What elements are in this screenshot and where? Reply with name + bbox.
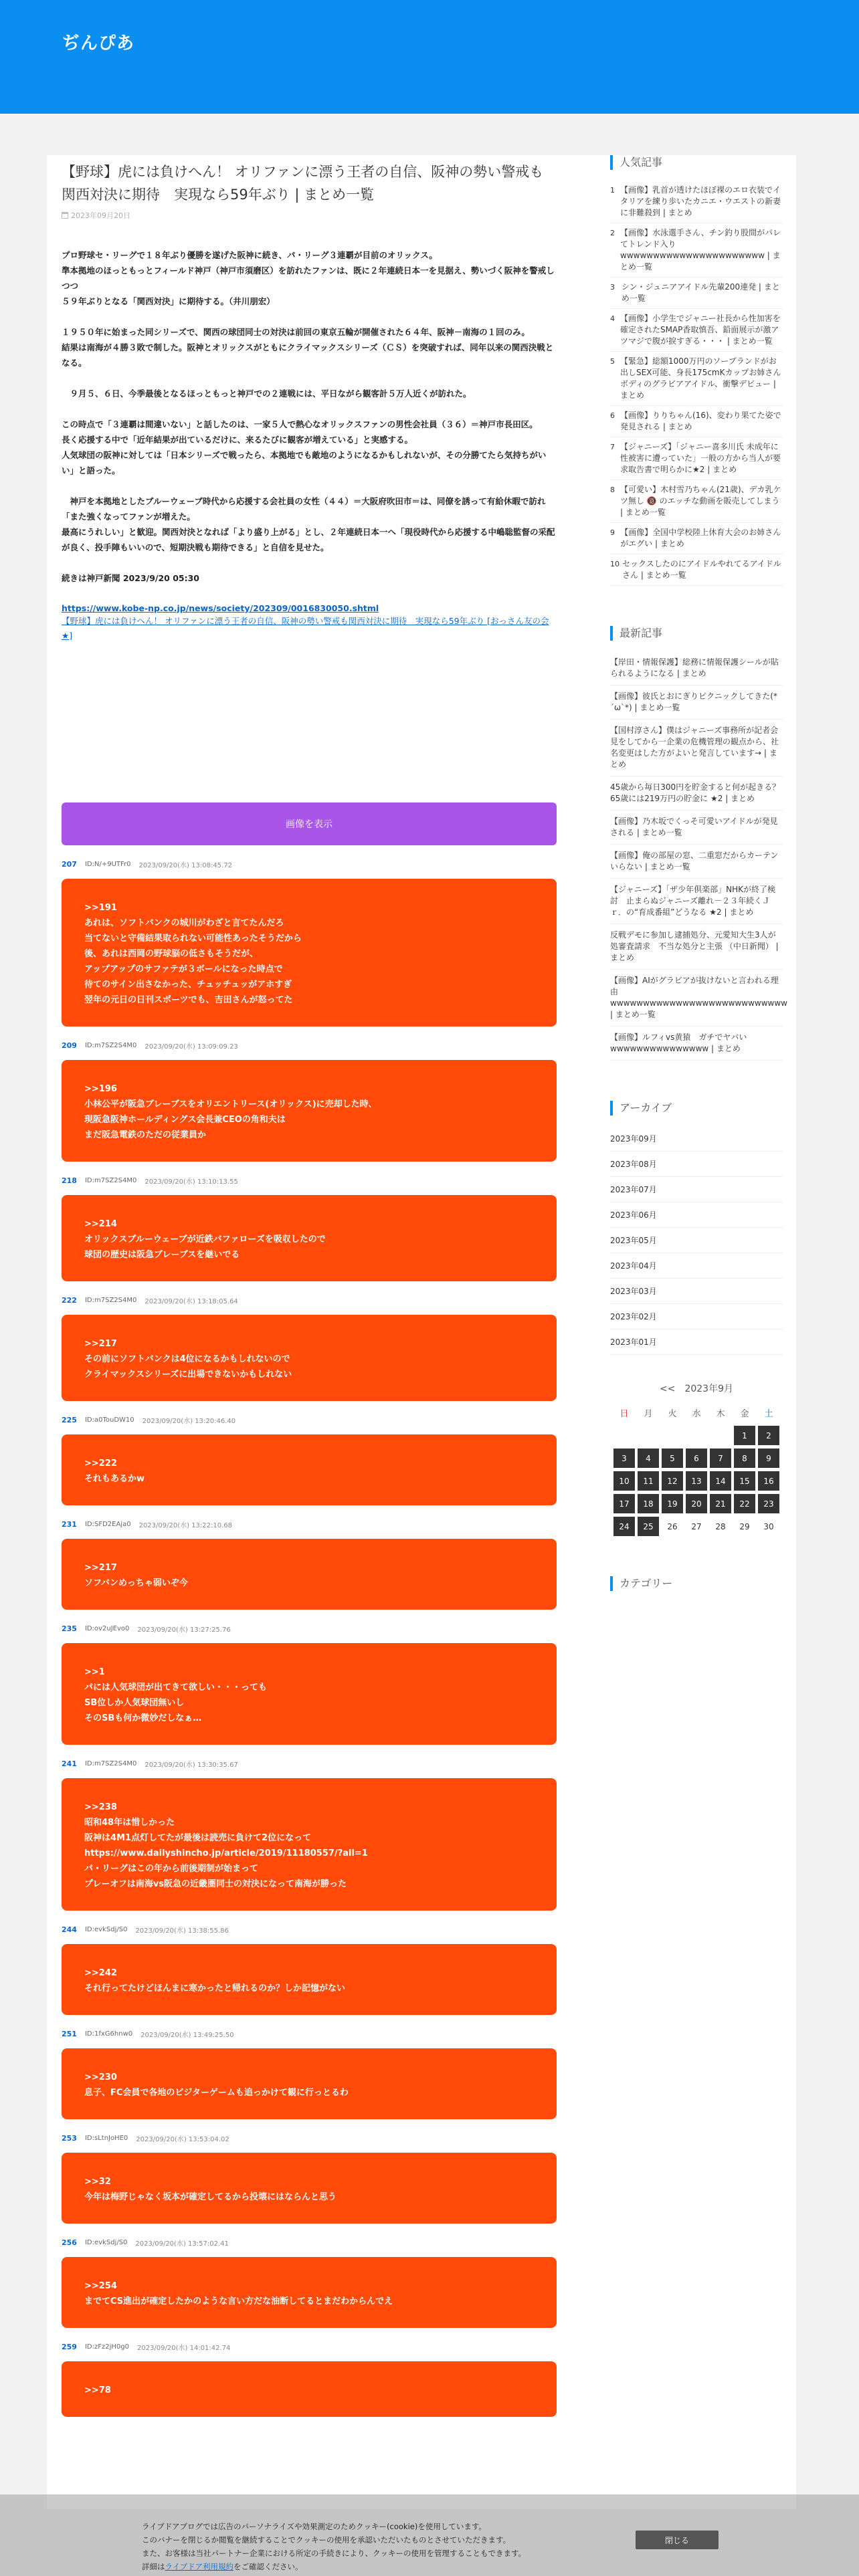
comment-line: >>230 [84, 2072, 117, 2082]
comment-item [62, 1517, 557, 1610]
calendar-day[interactable]: 16 [758, 1471, 779, 1491]
comment-line: 球団の歴史は阪急ブレーブスを継いでる [84, 1250, 240, 1260]
source-thread-link[interactable]: 【野球】虎には負けへん！ オリファンに漂う王者の自信、阪神の勢い警戒も関西対決に期待 実現なら59年ぶり [おっさん友の会★] [62, 616, 549, 641]
comment-body [62, 1060, 557, 1162]
article-date [62, 210, 557, 221]
comment-date: 2023/09/20(水) 13:57:02.41 [135, 2240, 229, 2248]
calendar-dow: 火 [668, 1409, 677, 1419]
popular-text: 【緊急】総額1000万円のソープランドがお出しSEX可能、身長175cmKカップお姉さんボディのグラビアアイドル、衝撃デビュー | まとめ [620, 356, 781, 400]
article-line: ９月５、６日、今季最後となるほっともっと神戸での２連戦には、平日ながら観客計５万人近くが訪れた。 [62, 389, 472, 399]
article-date-text: 2023年09月20日 [71, 211, 130, 220]
source-block [62, 601, 557, 643]
comment-line: https://www.dailyshinchо.jp/article/2019/11180557/?all=1 [84, 1848, 368, 1858]
recent-item[interactable]: 【画像】彼氏とおにぎりピクニックしてきた(*´ω`*) | まとめ一覧 [610, 685, 783, 720]
calendar-day: 26 [667, 1521, 678, 1531]
comment-line: >>32 [84, 2177, 111, 2187]
calendar-day[interactable]: 7 [710, 1448, 731, 1468]
comment-line: プレーオフは南海vs阪急の近畿圏同士の対決になって南海が勝った [84, 1879, 347, 1889]
comment-line: までてCS進出が確定したかのような言い方だな油断してるとまだわからんでえ [84, 2296, 393, 2306]
cookie-line: また、お客様は当社パートナー企業における所定の手続きにより、クッキーの使用を管理することもできます。 [142, 2549, 527, 2558]
comment-number[interactable]: 256 [62, 2238, 77, 2247]
popular-list [610, 181, 783, 586]
comment-line: >>217 [84, 1563, 117, 1573]
comment-line: クライマックスシリーズに出場できないかもしれない [84, 1370, 292, 1380]
comment-meta [62, 2027, 557, 2040]
comment-line: 当てないと守備結果取られない可能性あったそうだから [84, 934, 302, 944]
calendar-day[interactable]: 8 [734, 1448, 755, 1468]
popular-widget [610, 155, 783, 586]
recent-item[interactable]: 【画像】俺の部屋の窓、二重窓だからカーテンいらない | まとめ一覧 [610, 845, 783, 879]
popular-text: 【可愛い】木村雪乃ちゃん(21歳)、デカ乳ケツ無し 🔞 のエッチな動画を販売してしまう | まとめ一覧 [620, 485, 781, 517]
comment-meta [62, 857, 557, 871]
comment-number[interactable]: 209 [62, 1041, 77, 1050]
calendar-day[interactable]: 2 [758, 1426, 779, 1445]
article-paragraph [62, 247, 557, 309]
site-logo[interactable]: ぢんぴあ [62, 33, 135, 53]
cookie-text [142, 2520, 526, 2573]
archive-item[interactable]: 2023年09月 [610, 1126, 783, 1152]
comment-item [62, 2236, 557, 2328]
calendar-day[interactable]: 20 [686, 1494, 707, 1513]
article-line: プロ野球セ・リーグで１８年ぶり優勝を遂げた阪神に続き、パ・リーグ３連覇が目前のオリックス。 [62, 250, 438, 260]
comment-item [62, 2027, 557, 2119]
comment-line: 後、あれは西岡の野球脳の低さもそうだが、 [84, 949, 259, 959]
comment-meta [62, 2131, 557, 2145]
comment-date: 2023/09/20(水) 13:09:09.23 [145, 1043, 238, 1051]
popular-text: 【画像】水泳選手さん、チン釣り股間がパレてトレンド入り wwwwwwwwwwwwwwwwwwwwww | まとめ一覧 [620, 228, 781, 272]
comment-number[interactable]: 231 [62, 1519, 77, 1529]
calendar-day[interactable]: 12 [662, 1471, 683, 1491]
calendar-day[interactable]: 4 [638, 1448, 659, 1468]
comment-line: 息子、FC会員で各地のビジターゲームも追っかけて観に行っとるわ [84, 2088, 349, 2098]
comment-item [62, 1413, 557, 1505]
article-body [62, 247, 557, 586]
comment-id: ID:m7SZ2S4M0 [84, 1041, 137, 1049]
comment-line: >>254 [84, 2281, 117, 2291]
popular-text: 【画像】乳首が透けたほぼ裸のエロ衣装でイタリアを練り歩いたカニエ・ウエストの新妻に非難殺到 | まとめ [620, 185, 781, 217]
recent-item[interactable]: 【国村淳さん】僕はジャニーズ事務所が記者会見をしてから一企業の危機管理の観点から、社名変更はした方がよいと発言しています→ | まとめ [610, 720, 783, 776]
comment-date: 2023/09/20(水) 13:38:55.86 [135, 1927, 229, 1935]
comment-line: 待てのサイン出さなかった、チュッチュッがアホすぎ [84, 980, 292, 990]
recent-list [610, 651, 789, 1061]
recent-item[interactable]: 【画像】AIがグラビアが抜けないと言われる理由wwwwwwwwwwwwwwwwwwwwwwwwwww | まとめ一覧 [610, 970, 783, 1027]
popular-text: 【画像】全国中学校陸上休育大会のお姉さんがエグい | まとめ [620, 528, 781, 548]
comment-id: ID:m7SZ2S4M0 [84, 1296, 137, 1304]
comment-meta [62, 1757, 557, 1770]
comment-body [62, 1195, 557, 1281]
comment-meta [62, 1413, 557, 1426]
comment-item [62, 2131, 557, 2224]
recent-item[interactable]: 45歳から毎日300円を貯金すると何が起きる？ 65歳には219万円の貯金に ★2 | まとめ [610, 776, 783, 811]
comment-body [62, 1315, 557, 1401]
comment-line: >>78 [84, 2385, 111, 2395]
comment-number[interactable]: 207 [62, 859, 77, 869]
popular-item[interactable] [610, 181, 783, 223]
comment-date: 2023/09/20(水) 13:18:05.64 [145, 1297, 238, 1305]
comment-line: それ行ってたけどほんまに寒かったと帰れるのか？しか記憶がない [84, 1983, 346, 1994]
comment-id: ID:1fxG6hnw0 [84, 2030, 133, 2038]
comment-list [62, 857, 557, 2417]
comment-line: 現阪急阪神ホールディングス会長兼CEOの角和夫は [84, 1115, 286, 1125]
comment-line: >>196 [84, 1084, 117, 1094]
calendar-day[interactable]: 15 [734, 1471, 755, 1491]
recent-item[interactable]: 【岸田・情報保護】総務に情報保護シールが貼られるようになる | まとめ [610, 651, 783, 685]
article-paragraph [62, 417, 557, 478]
archive-item[interactable]: 2023年07月 [610, 1177, 783, 1202]
comment-line: パ・リーグはこの年から前後期制が始まって [84, 1864, 259, 1874]
comment-id: ID:evkSdj/S0 [84, 1925, 128, 1933]
comment-number[interactable]: 244 [62, 1925, 77, 1934]
terms-link[interactable]: ライブドア利用規約 [165, 2562, 233, 2571]
calendar-day: 27 [691, 1521, 702, 1531]
popular-item[interactable] [610, 309, 783, 352]
calendar-day[interactable]: 22 [734, 1494, 755, 1513]
comment-item [62, 1293, 557, 1401]
article-paragraph [62, 386, 557, 401]
comment-id: ID:a0TouDW10 [84, 1416, 134, 1424]
popular-item[interactable] [610, 480, 783, 523]
calendar-empty [613, 1426, 635, 1445]
comment-line: SB位しか人気球団無いし [84, 1698, 185, 1708]
comment-line: >>222 [84, 1459, 117, 1469]
archive-title: アーカイブ [610, 1101, 783, 1115]
comment-line: 翌年の元日の日刊スポーツでも、吉田さんが怒ってた [84, 995, 293, 1005]
calendar-grid [610, 1403, 783, 1536]
comment-id: ID:ov2uJEvo0 [84, 1624, 130, 1632]
comment-line: >>1 [84, 1667, 105, 1677]
popular-item[interactable] [610, 437, 783, 480]
popular-text: セックスしたのにアイドルやれてるアイドルさん | まとめ一覧 [622, 559, 781, 580]
article-line: 最高にうれしい」と歓迎。関西対決となれば「より盛り上がる」とし、２年連続日本一へ「現役時代から応援する中嶋聡監督の采配が良く、投手陣もいいので、短期決戦も期待できる」と自信を見せた。 [62, 527, 555, 552]
comment-meta [62, 2236, 557, 2249]
comment-line: アップアップのサファテが３ボールになった時点で [84, 964, 283, 974]
popular-rank: 8 [610, 486, 615, 494]
popular-rank: 10 [610, 560, 619, 568]
comment-body [62, 879, 557, 1027]
popular-rank: 1 [610, 186, 615, 195]
comment-id: ID:SFD2EAja0 [84, 1520, 131, 1528]
comment-line: >>191 [84, 903, 117, 913]
comment-item [62, 1622, 557, 1745]
comment-date: 2023/09/20(水) 13:22:10.68 [138, 1521, 233, 1529]
cookie-line: このバナーを閉じるか閲覧を継続することでクッキーの使用を承認いただいたものとさせていただきます。 [142, 2535, 511, 2545]
content-area [47, 155, 796, 2509]
comment-id: ID:evkSdj/S0 [84, 2238, 128, 2246]
comment-number[interactable]: 253 [62, 2133, 77, 2143]
calendar-day[interactable]: 11 [638, 1471, 659, 1491]
comment-line: まだ阪急電鉄のただの従業員か [84, 1130, 207, 1140]
comment-meta [62, 1293, 557, 1307]
comment-number[interactable]: 235 [62, 1624, 77, 1633]
comment-number[interactable]: 225 [62, 1415, 77, 1424]
comment-body [62, 1643, 557, 1745]
comment-line: パには人気球団が出てきて欲しい・・・っても [84, 1683, 268, 1693]
comment-body [62, 1539, 557, 1610]
cookie-detail [142, 2560, 526, 2573]
comment-item [62, 857, 557, 1027]
article-line: 準本拠地のほっともっとフィールド神戸（神戸市須磨区）を訪れたファンは、既に２年連続日本一を見据え、勢いづく阪神を警戒しつつ [62, 265, 555, 291]
popular-item[interactable] [610, 352, 783, 406]
comment-date: 2023/09/20(水) 13:27:25.76 [137, 1626, 231, 1634]
article-line: 人気球団の阪神に対しては「日本シリーズで戦ったら、本拠地でも敵地のようになるかもしれないが、その分勝てたら気持ちがいい」と語った。 [62, 450, 547, 475]
site-header [0, 0, 859, 114]
cookie-detail-suffix: をご確認ください。 [233, 2562, 303, 2571]
article-title: 【野球】虎には負けへん！ オリファンに漂う王者の自信、阪神の勢い警戒も関西対決に期待 実現なら59年ぶり | まとめ一覧 [62, 164, 544, 203]
popular-rank: 3 [610, 283, 615, 292]
archive-item[interactable]: 2023年08月 [610, 1152, 783, 1177]
comment-body [62, 1778, 557, 1911]
recent-widget [610, 626, 789, 1061]
calendar-day: 28 [715, 1521, 726, 1531]
comment-meta [62, 1923, 557, 1936]
popular-rank: 7 [610, 443, 615, 451]
calendar-empty [638, 1426, 659, 1445]
comment-date: 2023/09/20(水) 13:49:25.50 [140, 2031, 234, 2039]
comment-id: ID:zFz2jH0g0 [84, 2343, 129, 2351]
cookie-line: ライブドアブログでは広告のパーソナライズや効果測定のためクッキー(cookie)を使用しています。 [142, 2522, 486, 2531]
comment-date: 2023/09/20(水) 13:20:46.40 [142, 1417, 236, 1425]
calendar-day[interactable]: 25 [638, 1517, 659, 1536]
comment-number[interactable]: 222 [62, 1295, 77, 1305]
calendar-dow: 日 [619, 1409, 629, 1419]
popular-text: 【画像】りりちゃん(16)、変わり果てた姿で発見される | まとめ [620, 411, 781, 431]
comment-body [62, 2257, 557, 2328]
comment-date: 2023/09/20(水) 14:01:42.74 [136, 2344, 231, 2352]
source-url-link[interactable]: https://www.kobe-np.co.jp/news/society/202309/0016830050.shtml [62, 603, 379, 613]
comment-body [62, 2361, 557, 2417]
comment-id: ID:m7SZ2S4M0 [84, 1176, 137, 1184]
calendar-empty [686, 1426, 707, 1445]
calendar-day[interactable]: 23 [758, 1494, 779, 1513]
comment-meta [62, 1039, 557, 1052]
article-line: 長く応援する中で「近年結果が出ているだけに、来るたびに観客が増えている」と実感する。 [62, 435, 413, 445]
article-line: この時点で「３連覇は間違いない」と話したのは、一家５人で熱心なオリックスファンの男性会社員（３６）＝神戸市長田区。 [62, 419, 538, 429]
comment-item [62, 2340, 557, 2417]
archive-list [610, 1126, 783, 1355]
recent-item[interactable]: 【画像】乃木坂でくっそ可愛いアイドルが発見される | まとめ一覧 [610, 811, 783, 845]
comment-line: >>242 [84, 1968, 117, 1978]
comment-line: ソフバンめっちゃ弱いぞ今 [84, 1578, 188, 1588]
comment-line: それもあるかw [84, 1474, 145, 1484]
calendar-day: 29 [739, 1521, 750, 1531]
comment-number[interactable]: 218 [62, 1176, 77, 1185]
comment-id: ID:m7SZ2S4M0 [84, 1759, 137, 1767]
comment-item [62, 1039, 557, 1162]
archive-item[interactable]: 2023年06月 [610, 1202, 783, 1228]
calendar-day[interactable]: 21 [710, 1494, 731, 1513]
archive-item[interactable]: 2023年03月 [610, 1279, 783, 1304]
popular-text: 【ジャニーズ】「ジャニー喜多川氏 未成年に性被害に遭っていた」一般の方から当人が要求取告書で明らかに★2 | まとめ [620, 442, 781, 474]
popular-rank: 6 [610, 411, 615, 420]
comment-meta [62, 1622, 557, 1635]
comment-line: あれは、ソフトバンクの城川がわざと言てたんだろ [84, 918, 284, 928]
cookie-banner [0, 2494, 859, 2576]
comment-meta [62, 1174, 557, 1187]
recent-title: 最新記事 [610, 626, 783, 641]
calendar-day[interactable]: 5 [662, 1448, 683, 1468]
archive-item[interactable]: 2023年04月 [610, 1253, 783, 1279]
comment-meta [62, 1517, 557, 1531]
show-image-button[interactable]: 画像を表示 [62, 802, 557, 845]
comment-body [62, 2048, 557, 2119]
comment-line: 今年は梅野じゃなく坂本が確定してるから投壊にはならんと思う [84, 2192, 337, 2202]
calendar-dow: 土 [764, 1409, 773, 1419]
calendar-day[interactable]: 19 [662, 1494, 683, 1513]
article-line: 続きは神戸新聞 2023/9/20 05:30 [62, 573, 200, 583]
popular-rank: 9 [610, 528, 615, 537]
comment-line: 昭和48年は惜しかった [84, 1818, 175, 1828]
calendar-day: 30 [763, 1521, 774, 1531]
cookie-detail-prefix: 詳細は [142, 2562, 165, 2571]
calendar-icon [62, 212, 68, 219]
calendar-dow: 水 [692, 1409, 701, 1419]
calendar-dow: 木 [716, 1409, 725, 1419]
main-column [62, 155, 557, 2417]
calendar-dow: 月 [644, 1409, 653, 1419]
article-paragraph [62, 494, 557, 555]
calendar-day[interactable]: 14 [710, 1471, 731, 1491]
recent-item[interactable]: 【画像】ルフィvs黄猿 ガチでヤバいwwwwwwwwwwwwwww | まとめ [610, 1027, 783, 1061]
comment-line: その前にソフトバンクは4位になるかもしれないので [84, 1354, 290, 1364]
recent-item[interactable]: 【ジャニーズ】「ザ少年倶楽部」NHKが終了検討 止まらぬジャニーズ離れ－２３年続くＪｒ．の“育成番組”どうなる ★2 | まとめ [610, 879, 783, 924]
archive-item[interactable]: 2023年05月 [610, 1228, 783, 1253]
comment-body [62, 1434, 557, 1505]
comment-line: 阪神は4M1点灯してたが最後は読売に負けて2位になって [84, 1833, 312, 1843]
popular-item[interactable] [610, 278, 783, 309]
comment-item [62, 1174, 557, 1281]
comment-date: 2023/09/20(水) 13:30:35.67 [145, 1761, 238, 1769]
calendar-day[interactable]: 13 [686, 1471, 707, 1491]
calendar-day[interactable]: 24 [613, 1517, 635, 1536]
comment-item [62, 1923, 557, 2015]
comment-line: >>214 [84, 1219, 117, 1229]
comment-id: ID:N/+9UTFr0 [84, 860, 131, 868]
popular-item[interactable] [610, 223, 783, 278]
popular-item[interactable] [610, 406, 783, 437]
article-line: １９５０年に始まった同シリーズで、関西の球団同士の対決は前回の東京五輪が開催された６４年、阪神－南海の１回のみ。 [62, 327, 530, 337]
calendar-day[interactable]: 17 [613, 1494, 635, 1513]
category-title: カテゴリー [610, 1576, 783, 1591]
archive-widget [610, 1101, 783, 1536]
article-line: 神戸を本拠地としたブルーウェーブ時代から応援する会社員の女性（４４）＝大阪府吹田市＝は、同僚を誘って有給休暇で訪れ「また強くなってファンが増えた。 [62, 496, 546, 522]
comment-line: 小林公平が阪急ブレーブスをオリエントリース(オリックス)に売却した時、 [84, 1099, 377, 1109]
comment-date: 2023/09/20(水) 13:53:04.02 [136, 2135, 229, 2143]
popular-rank: 4 [610, 314, 615, 323]
calendar-empty [662, 1426, 683, 1445]
sidebar [610, 155, 789, 1631]
calendar-day[interactable]: 18 [638, 1494, 659, 1513]
cookie-close-button[interactable]: 閉じる [636, 2531, 719, 2549]
article-line: 結果は南海が４勝３敗で制した。阪神とオリックスがともにクライマックスシリーズ（ＣＳ）を突破すれば、同年以来の関西決戦となる。 [62, 342, 554, 368]
calendar-day[interactable]: 9 [758, 1448, 779, 1468]
comment-line: >>217 [84, 1339, 117, 1349]
comment-line: >>238 [84, 1802, 117, 1812]
popular-text: 【画像】小学生でジャニー社長から性加害を確定されたSMAP香取慎吾、鉛面展示が激アツマジで腹が捩すぎる・・・ | まとめ一覧 [620, 314, 781, 346]
popular-item[interactable] [610, 554, 783, 586]
popular-item[interactable] [610, 523, 783, 554]
comment-item [62, 1757, 557, 1911]
comment-number[interactable]: 251 [62, 2029, 77, 2038]
article-paragraph [62, 324, 557, 370]
calendar-day[interactable]: 3 [613, 1448, 635, 1468]
comment-line: オリックスブルーウェーブが近鉄バファローズを吸収したので [84, 1235, 326, 1245]
popular-rank: 2 [610, 229, 615, 237]
category-widget [610, 1576, 783, 1591]
archive-item[interactable]: 2023年01月 [610, 1329, 783, 1355]
calendar-title[interactable]: << 2023年9月 [660, 1384, 733, 1394]
calendar-empty [710, 1426, 731, 1445]
comment-number[interactable]: 241 [62, 1759, 77, 1768]
comment-date: 2023/09/20(水) 13:10:13.55 [145, 1178, 238, 1186]
article-paragraph [62, 570, 557, 586]
calendar-dow: 金 [740, 1409, 749, 1419]
comment-id: ID:sLtnJoHE0 [84, 2134, 128, 2142]
comment-body [62, 2153, 557, 2224]
calendar-day[interactable]: 10 [613, 1471, 635, 1491]
article-line: ５９年ぶりとなる「関西対決」に期待する。（井川朋宏） [62, 296, 275, 306]
calendar-day[interactable]: 6 [686, 1448, 707, 1468]
recent-item[interactable]: 反戦デモに参加し逮捕処分、元愛知大生3人が処審査請求 不当な処分と主張 （中日新聞） | まとめ [610, 924, 783, 970]
archive-item[interactable]: 2023年02月 [610, 1304, 783, 1329]
comment-line: そのSBも何か微妙だしなぁ… [84, 1713, 202, 1723]
popular-rank: 5 [610, 357, 615, 366]
comment-body [62, 1944, 557, 2015]
popular-text: シン・ジュニアアイドル先輩200連発 | まとめ一覧 [621, 282, 780, 303]
comment-date: 2023/09/20(水) 13:08:45.72 [138, 861, 232, 869]
calendar [610, 1382, 783, 1536]
popular-title: 人気記事 [610, 155, 783, 170]
comment-number[interactable]: 259 [62, 2342, 77, 2351]
calendar-day[interactable]: 1 [734, 1426, 755, 1445]
comment-meta [62, 2340, 557, 2353]
